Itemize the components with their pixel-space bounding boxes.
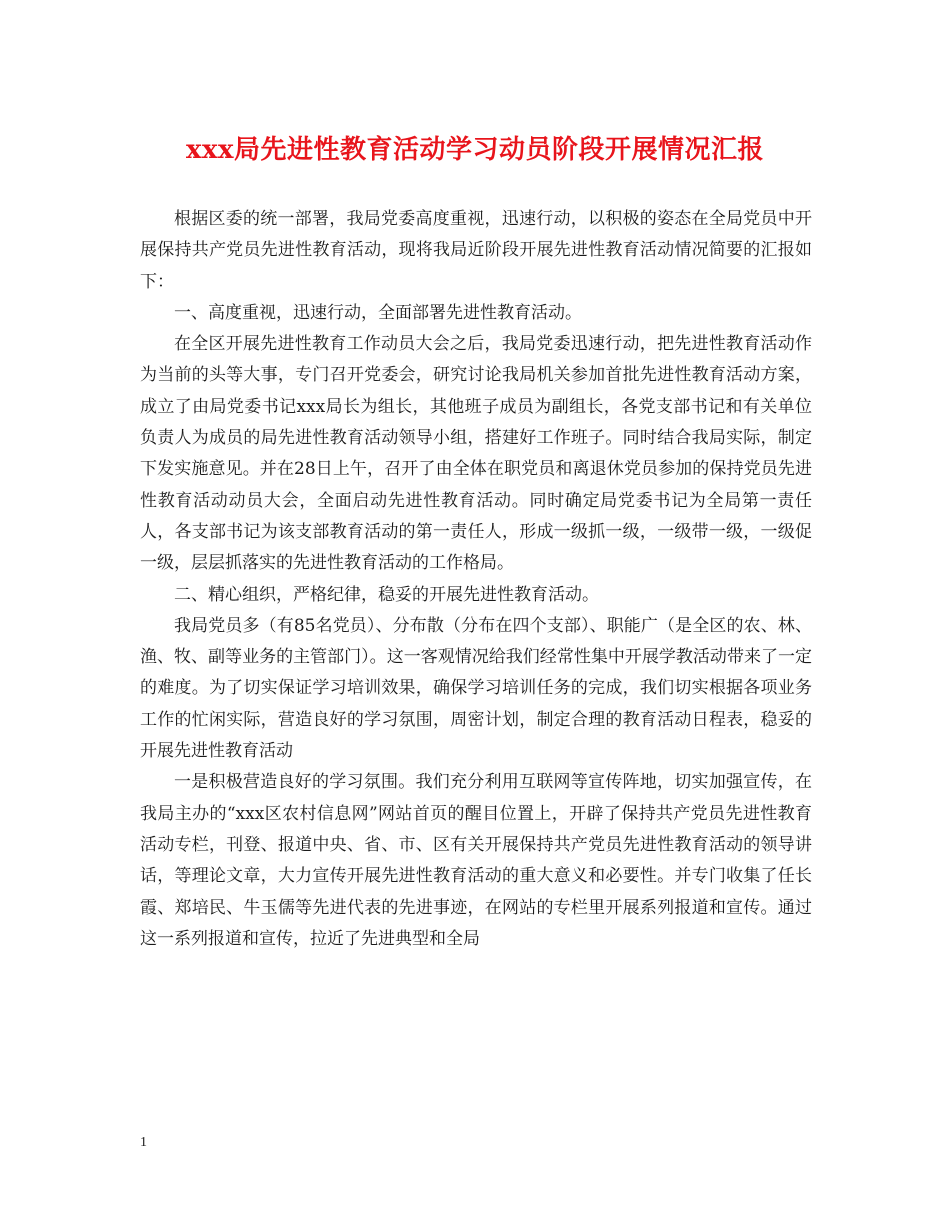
section-heading-1: 一、高度重视，迅速行动，全面部署先进性教育活动。 — [174, 302, 582, 323]
paragraph-intro: 根据区委的统一部署，我局党委高度重视，迅速行动，以积极的姿态在全局党员中开展保持共产党员先进性教育活动，现将我局近阶段开展先进性教育活动情况简要的汇报如下： — [140, 209, 812, 292]
document-title: xxx局先进性教育活动学习动员阶段开展情况汇报 — [185, 135, 764, 165]
section-heading-2: 二、精心组织，严格纪律，稳妥的开展先进性教育活动。 — [174, 584, 599, 605]
paragraph-item-1: 一是积极营造良好的学习氛围。我们充分利用互联网等宣传阵地，切实加强宣传，在我局主办的“xxx区农村信息网”网站首页的醒目位置上，开辟了保持共产党员先进性教育活动专栏，刊登、报道中央、省、市、区有关开展保持共产党员先进性教育活动的领导讲话，等理论文章，大力宣传开展先进性教育活动的重大意义和必要性。并专门收集了任长霞、郑培民、牛玉儒等先进代表的先进事迹，在网站的专栏里开展系列报道和宣传。通过这一系列报道和宣传，拉近了先进典型和全局 — [140, 772, 812, 949]
page-number: 1 — [140, 1135, 147, 1150]
paragraph-section-1: 在全区开展先进性教育工作动员大会之后，我局党委迅速行动，把先进性教育活动作为当前的头等大事，专门召开党委会，研究讨论我局机关参加首批先进性教育活动方案，成立了由局党委书记xxx局长为组长，其他班子成员为副组长，各党支部书记和有关单位负责人为成员的局先进性教育活动领导小组，搭建好工作班子。同时结合我局实际，制定下发实施意见。并在28日上午，召开了由全体在职党员和离退休党员参加的保持党员先进性教育活动动员大会，全面启动先进性教育活动。同时确定局党委书记为全局第一责任人，各支部书记为该支部教育活动的第一责任人，形成一级抓一级，一级带一级，一级促一级，层层抓落实的先进性教育活动的工作格局。 — [140, 334, 812, 574]
document-body — [140, 204, 812, 955]
paragraph-section-2: 我局党员多（有85名党员）、分布散（分布在四个支部）、职能广（是全区的农、林、渔、牧、副等业务的主管部门）。这一客观情况给我们经常性集中开展学教活动带来了一定的难度。为了切实保证学习培训效果，确保学习培训任务的完成，我们切实根据各项业务工作的忙闲实际，营造良好的学习氛围，周密计划，制定合理的教育活动日程表，稳妥的开展先进性教育活动 — [140, 615, 812, 762]
